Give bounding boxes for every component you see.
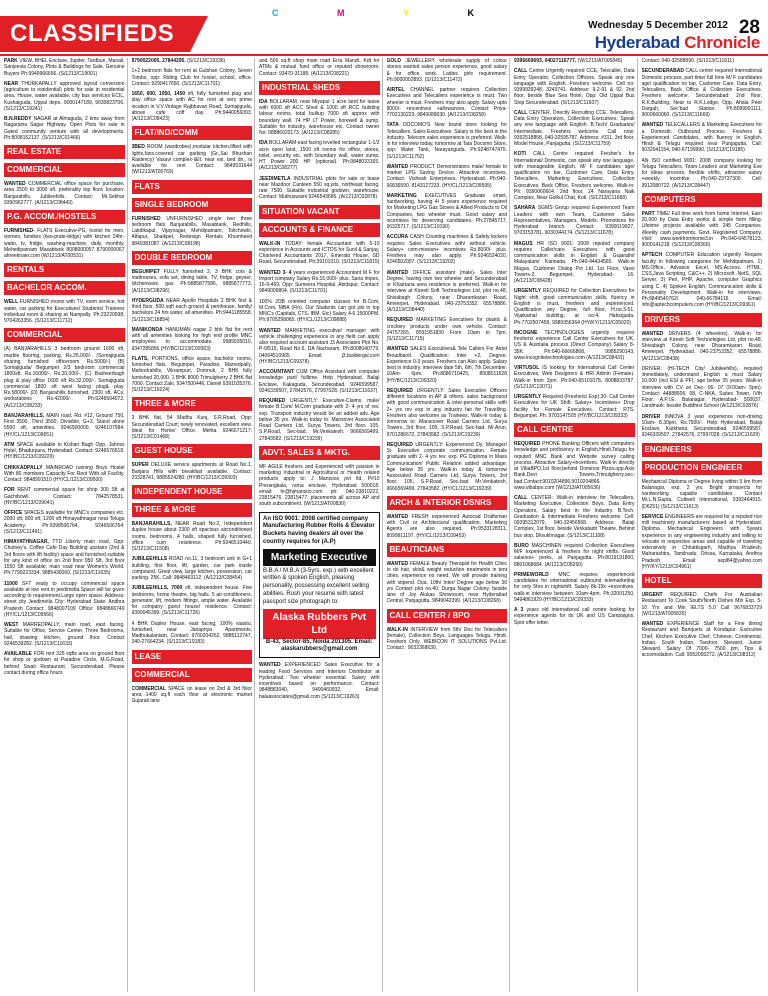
classified-ad: PARK VIEW, BHEL Enclave, Jupiter, Tardbun, Manali, Sanjeevia Colony, Plots & Buildings for Sale. Genuine Buyers Ph:9949966656. (S/1213/C19001)	[4, 58, 125, 77]
ad-lead-words: PRIMEWORLD	[514, 571, 549, 578]
ad-lead-words: SAHARA	[514, 205, 536, 212]
classified-ad: ATM SPACE available in Kishan Bagh Opp. Jahnss Hotel, Bhadurpura, Hyderabad. Contact: 9246576618. (HY/BC/1213/C09229)	[4, 441, 125, 461]
classified-ad: 3BED ROOM (wardrobes),modular kitchen,lifted with lights,fans,covered car parking (Gr.,Sai Bhushan Raidency) Vasavi complex-I&II, near esi, bed dn., is available for rent Contact: 9849531644 (W/1213/AT00769)	[131, 144, 252, 176]
section-heading: PRODUCTION ENGINEER	[642, 461, 763, 475]
classified-ad: B.N.REDDY NAGAR at Almaguda, 2 kms away from Nagarjuna Sagar Highway. Open Plots for sale in Gated community venture with all developments. Ph:8008152137. (S/1213/C01466)	[4, 116, 125, 141]
classified-ad: Contact: 040-32588890. (S/1213/C11611)	[641, 58, 734, 64]
ad-lead-words: URGENTLY	[514, 394, 542, 400]
section-heading: COMPUTERS	[642, 193, 763, 207]
ad-lead-words: IDA	[259, 140, 268, 147]
section-heading: FLATS	[132, 180, 253, 194]
section-heading: BACHELOR ACCOM.	[4, 281, 125, 295]
ad-lead-words: WANTED	[641, 621, 664, 627]
classified-ad: MAGUS HR ISO 9001: 2008 reputed company requires Caller/care Executives with good communication skills in English & Gujarathi/ Malayalam/ Kannada. Ph:040-44434565. Walk-in Magus, Customer Dialog Pvt Ltd, 1st Floor, Vasvi Towers-2, Begumpet, Hyderabad- 16. (A/1213/C08428)	[514, 240, 635, 284]
classified-ad: ACCURA CASH Counting machines & Safety lockers requires Sales Executives with/ without vehicle. Salary+ com-mission+ incentives Rs.8000/- plus. Freshers may also apply. Ph:9246524020, 9246502007. (S/1213/C19202)	[386, 234, 507, 266]
classified-ad: WANTED PRODUCT Demonstrators male/ female to market LPG Saving Device. Attractive incentives. Contact: Visheah Enterprises, Hyderabad. Ph:040-66836590, 8143127233. (HY/CL/1213/C09595)	[386, 163, 507, 189]
ad-lead-words: 3BED	[131, 144, 145, 151]
section-heading: ARCH & INTERIOR DSNRS	[387, 496, 508, 510]
classified-ad: AIRTEL CHANNEL partner requires Collection Executives and Telecallers experience is must. Two wheeler is must. Freshers may also apply. Salary upto 8000/- +incentives +allowances. Contact Priya- 7702130223, 9849089030. (A/1213/C08258)	[386, 87, 507, 118]
classified-ad: WANTED DRIVERS (4 wheelers). Walk-in for interview at Kireeti Soft Technologies Ltd, plot no.48, Shivabagh Colony, near Dharamkaran Road, Ameerpet, Hyderabad. 040-23753352, 65578886. (A/1213/C08438)	[641, 330, 762, 362]
classified-ad: REQUIRED URGENTLY: Executive-Claims, male/ female B.Com/ M.Com graduate with 2- 4 yrs of rev. exp. Transport industry would be an added adv. Age below 35 yrs. Walk-in today to: Mansover Associated Road Carriers Ltd, Surya Towers, 3rd floor, 105, S.P.Road, Sec-bad. Mr.Venkatesh, 9666569499, 27843582. (S/1213/C19239)	[259, 398, 380, 442]
ad-lead-words: BURO	[514, 542, 529, 549]
classified-ad: ACCOUNTANT CUM Office Assistant with computer knowledge part/ fulltime. Help Hyderabad. Balaji Enclave, Kakaguda, Secunderabad. 9246599587, 9246339507, 27842576, 27997028. (S/1213/C11637)	[259, 369, 380, 394]
ad-lead-words: SUPER	[131, 462, 149, 469]
classified-ad: URGENTLY Required (Freshers/ Exp) 30- Call Center Executives for UK Shift. Salary+ Incentives+ Drop facility for Female Executives. Contact: RTS, Begumpet. Ph: 9703147505 (HY/BC/1213/C09333)	[514, 394, 635, 419]
classified-ad: CALL CENTER: Walk-in interview for Telecallers, Marketing Executive, Collection Boys, Data Entry Operators, Salary best in the Industry. B.Tech, Graduation & Intermediate Freshers welcome. Cell: 09395312079, 040-32456568. Address: Balaji Complex, 1st floor, beside Venkatadri Theatre, Behind bus stop, Dilsukhnagar. (S/1213/C11108)	[514, 495, 635, 539]
ad-lead-words: CHIKKADPALLY	[4, 464, 43, 471]
classified-ad: 8790022005, 27844295. (S/1213/C19236)	[131, 58, 226, 64]
ad-lead-words: FURNISHED-	[4, 228, 35, 234]
ad-lead-words: AVAILABLE	[4, 651, 32, 657]
ad-lead-words: NEAR	[4, 80, 19, 87]
classified-ad: AVAILABLE FOR rent 325 sqfts area on ground floor for shop or godown at Paradise Circle, M.G.Road, behind Swati Restaurant, Secunderabad. Please contact during office hours	[4, 651, 125, 676]
ad-lead-words: WANTED	[386, 513, 409, 520]
ad-lead-words: INCOGNE	[514, 329, 538, 336]
mark-m: M	[336, 8, 367, 18]
classified-ad: JEEDIMETLA INDUSTRIAL plots for sale or lease near Mazdoor Canteen 550 sq.yds, northeast facing, rate 7500. Suitable industrial godown, warehouse. Contact: Muthuswami 9246543685. (A/1213/C02878)	[259, 175, 380, 201]
classified-ad: JUBILEEHILLS, 7000 sft, independent house. Five bedrooms, home theatre, big halls. 5 air-conditioners, generator, lift, modern fittings, ample water. Available for company guest house/ residence. Contact: 9390045399. (S/1213/C11726)	[131, 585, 252, 617]
ad-lead-words: JUBILEEHILLS	[131, 556, 168, 563]
mark-c: C	[271, 8, 301, 18]
classified-ad: BURO MASCHINEN required Collection Executives M/F experienced & freshers for night shifts. Good salaries+ perks, at Panjagutta. Ph:8019191800, 8801068684. (A/1213/C08260)	[514, 542, 635, 568]
classified-ad: CALL CENTER, Directly Recruiting CCE, Telecallers, Data Entry Operators, Collection Executives. Speak any one language with English. B.Tech/ Graduates/ Intermediate. Freshers welcome. Call now: 9392518858, 040-32595787. Address: #311, 3rd floor, Model House, Panjagutta. (S/1213/C11759)	[514, 109, 635, 147]
display-ad-address: B-43, Sector-85, Noida 201305. Email: alaskarubbers@gmail.com	[265, 638, 373, 653]
classified-ad: FURNISHED- FLATS Executive-PG, hostel for men, women, families (two-prate-bldgs) with kitchen 24hr-water, tv, fridge, washing-machine, daily, monthly. Mehedipatnam Masabtank 8008000057 8790000067 ahreeknaer.com (W/1213/AT00531)	[4, 228, 125, 259]
ad-lead-words: FURNISHED	[131, 215, 161, 222]
classified-ad: URGENTLY REQUIRED for Collection Executives for Night shift, good communication skills, fluency in English is must, freshers and experienced. Qualification any Degree, full floor, H.no:3-51, Vijaikamal building, at no:4, Habsiguda. Ph:7702507459, 9989356364 (HY/KY/1213/C05020)	[514, 288, 635, 326]
column-1	[4, 58, 128, 992]
classified-ad: WALK-IN TODAY: female Accountant with 5-10 experience in Accounts and ICTDS for Sunil & Sanjay, Chartered Accountants 2017, Emerald House, SD Road, Secunderabad. Ph:39101010. (S/1213/C11815)	[259, 240, 380, 266]
ad-lead-words: FLATS,	[131, 355, 149, 362]
ad-lead-words: OFFICE	[4, 510, 23, 516]
ad-lead-words: URGENT	[641, 592, 663, 598]
column-5	[514, 58, 638, 992]
ad-lead-words: 8790022005, 27844295.	[131, 58, 186, 64]
classified-ad: TATA DOCOMO'S New brand store looking for Telecallers, Sales Executives. Salary is the best in the Industry. Telecom sales experience is preferred. Walk-in for interview today, tomorrow at Tata Docomo Store, opp: Water Tank, Narayanguda. Ph:9248747475. (S/1213/C11752)	[386, 122, 507, 160]
issue-date: Wednesday 5 December 2012	[588, 20, 728, 31]
classified-ad: KOTI CALL Centre required Fresher's for International/ Domestic, can speak any one language, with manageable English. M/ F candidates age/ qualification no bar, Customer Care, Data Entry, Telecallers, Marketing Executives, Collection Executives, Back Office. Freshers welcome. Walk-in: Ph: 9390060604, 2nd floor, 24 Narayana Naik Complex, Near Golkul Chat, Koti. (S/1213/C11668)	[514, 151, 635, 201]
classified-ad: SERVICE ENGINEERS are required for a reputed rice mill machinery manufacturers based at Hyderabad. Diploma Mechanical Engineers with 5years experience in any engineering industry and willing to relocate in respective areas and capable of traveling extensively in Chhattisgarh, Madhya Pradesh, Maharashtra, Tamilnadu, Orissa, Karnataka, Andhra Pradesh. Email: aspl84@yahoo.com (HY/KY/1213/C04961)	[641, 513, 762, 570]
classified-ad: 3 BHK flat, 54 Madhu Kunj, S.R.Road, Opp: Secunderabad Court; newly renovated, excellent view. Ideal for Home/ Office. Mehta 9246671217. (S/1213/C01468)	[131, 415, 252, 440]
classified-ad: IDA BOLLARAM east facing levelled rectangular 1-1/2 acre open land, 1500 sft rooms for office, stores, toilet, security etc. with boundary wall, water sump, HT Power 200 HP (optional). Ph:9848033165. (A/1213/C08277)	[259, 140, 380, 172]
section-heading: HOTEL	[642, 574, 763, 588]
section-heading: P.G. ACCOM./HOSTELS	[4, 210, 125, 224]
section-heading: ADVT. SALES & MKTG.	[259, 446, 380, 460]
section-heading: FLAT/IND/COMM	[132, 126, 253, 140]
classified-ad: PRIMEWORLD MNC requires experienced candidates for international outbound telemarketing for only 5hrs in nightshift. Salary 8k-15k +incentives. walk-in interview between 10am-4pm. Ph:32001250, 9494861929 (HY/BC/1213/C09333)	[514, 571, 635, 603]
classified-ad: APTECH COMPUTER Education urgently Require faculty in following categories for Mehdipatnam. 1) MS.Office, Advance Excel, MS.Access, HTML, CSS,Java Scripting, C&C++. 2) Microsoft .NetS, SQL Server. 3) Perl, PHP, Apache, computer Graphics using C. 4) Spoken English, Communication skills & Personality Development. Walk-in for interviews. Ph:9849540762/ 040-66784116. Email: info@aptechcomputers.com (HY/BC/1213/C09361)	[641, 252, 762, 309]
classified-ad: and 500 sq.ft shop main road Erra Manzil, Kdt for ATMs & mutual fund office or reputed showroom. Contact: 93470-31188. (A/1213/C08221)	[259, 58, 380, 77]
ad-lead-words: WALK-IN	[386, 626, 408, 633]
section-heading: ENGINEERS	[642, 443, 763, 457]
ad-lead-words: WANTED	[386, 346, 409, 353]
section-heading: DRIVERS	[642, 313, 763, 327]
classified-ad: WANTED SALES Executives& Tele Callers For Airtel Broadband. Qualification: Inter +2, Degree. Experience 0-3 years. Freshers can Also apply. Salary best in industry. interview date 5th, 6th, 7th December. 10Am- 6pm. Ph:8686710425, 8008011528 (HY/BC/1213/C09320)	[386, 346, 507, 384]
classified-ad: FURNISHED UNFURNISHED single two three bedroom flats Banjarahills, Masabtank, Redhills, Lakdikapul, Vijaynagar, Mehdipatnam, Tolichowki, Alfapur, Shaikpet, Redesign Rentals Khumheed 9849381087. (A/1213/C08198)	[131, 215, 252, 247]
ad-lead-words: IDA	[259, 98, 268, 105]
classified-ad: REQUIRED URGENTLY: Experienced Dy. Manager/ Sr. Executive corporate communication. Female graduate with 2- 4 yrs rev. exp. PG Diploma in Mass Communication/ Public Relation added advantage. Age below 35 yrs. Walk-in today & tomorrow Associated Road Carriers Ltd, Surya Towers, 3rd floor, 105, S.P.Road, Sec-bad Mr.Venkatesh, 9666569499, 27843582. (HY/CL/1213/C19239)	[386, 441, 507, 492]
section-heading: REAL ESTATE	[4, 145, 125, 159]
ad-lead-words: MANIKONDA	[131, 326, 163, 333]
section-heading: COMMERCIAL	[4, 328, 125, 342]
classified-ad: 100% JOB oriented computer classes for B.Com, M.Com, MBA (Fin). Our Students can got job in top MNC's (Capitals, CTS, IBM, Etc) Salary 4-6 15000PM. Ph:9705298065. (HY/CL/1213/C09888)	[259, 298, 380, 324]
classified-ad: WANTED COMMERCIAL office space for purchase, area 2500 to 3000 sft. preferably top floor, location: Banjarahills, Jubileehills. Contact: Mr.Sekhar 9390962777. (A/1213/C08443)	[4, 181, 125, 206]
classified-ad: PART TIME/ Full time work from home Internet, Earn 20,000 by Data Entry works & simple form filling. Lifetime projects available with 245 Companies. Weekly cash payments. Govt. Registered Company. Visit: www.workfromhome3.in Ph:040-64578123, 9000141218. (S/1213/C08360)	[641, 210, 762, 248]
ad-lead-words: WANTED	[641, 330, 664, 337]
ad-lead-words: WANTED	[641, 122, 664, 129]
section-heading: COMMERCIAL	[132, 668, 253, 682]
ad-lead-words: CALL	[514, 109, 528, 116]
ad-lead-words: REQUIRED	[386, 317, 413, 324]
section-heading: SITUATION VACANT	[259, 205, 380, 219]
ad-lead-words: TATA	[386, 122, 399, 129]
classified-ad: REQUIRED MARKETING Executives for plastic & crockery products under own vehicle. Contact: 24757265, 8591951830 From 10am to 7pm. (S/1213/C11715)	[386, 317, 507, 342]
ad-lead-words: GOLD	[386, 58, 401, 64]
ad-lead-words: FOR	[4, 487, 15, 494]
classified-ad: GOLD JEWELLERY wholesale supply of colour stones wanted sales person experience, good salary & for office work. Ladies girls requirement. Ph:9000002893. (S/1213/C11472)	[386, 58, 507, 83]
classified-ad: OFFICE SPACES available for MNC's companies etc. 2000 sft, 800 sft, 1200 sft Himayathnagar near Telugu Academy. Ph:9398506764, 9246506764. (S/1213/C11491)	[4, 510, 125, 535]
classified-ad: CHIKKADPALLY MAINROAD running Boys Hostel With 80 members Capacity For Rent With all Facility. Contact: 9848991510 (HY/CL/1213/C09500)	[4, 464, 125, 483]
ad-lead-words: JUBILEEHILLS, 7000	[131, 585, 183, 592]
classified-ad: WANTED OFFICE assistant (male)- Sales Inter Degree, having own two wheeler and Secunderabad or Khairtana area residence is preferred. Walk-in for interview at Kireeti Soft Technologies Ltd, plot no.48, Shivabagh Colony, near Dharamkaran Road, Ameerpet, Hyderabad. 040-23753352, 65578886. (A/1213/C08440)	[386, 269, 507, 313]
ad-lead-words: SERVICE	[641, 513, 664, 520]
classified-ad: REQUIRED PHONE Banking Officers with computers knowledge and proficiency in English,Hindi,Telugu for reputed MNC Bank and Website survey calling process. Attractive Salary+incentives. Walk-in directly at VibaBPO,1st floor,behind Dominos Pizza,opp.Axis Bank,Devi Towers,Trimulgherry,sec-bad.Contact:9010204896,9010204866. www.vibabpo.com (W/1213/AT005636)	[514, 441, 635, 491]
section-heading: RENTALS	[4, 263, 125, 277]
ad-lead-words: APTECH	[641, 252, 663, 259]
ad-lead-words: WANTED	[4, 181, 26, 187]
ad-lead-words: B.N.REDDY	[4, 116, 32, 122]
classified-ad: WANTED FEMALE Beauty Therapist for Health Clinic to do hair, skin& weight reduction treatments in tent cities, experience no need. We will provide training with stipend. Dua. 10th/ Inter/ Degree age below 30 yrs Contact plot no.40, Durga Nagar Colony, beside lane of Joy Alukas Showroom, near Hyderabad Central, Panjagutta. 9849042399. (A/1213/C08268)	[386, 560, 507, 605]
classified-ad: JUBILEEHILLS ROAD no.11, 3 bedroom unit in G+1 building, first floor, lift, garden, car park inside compound. Great view, large kitchen, possession, car parking. 25K. Call: 9848463112. (A/1213/C08454)	[131, 556, 252, 581]
ad-lead-words: REQUIRED	[386, 387, 413, 394]
classified-ad: BEGUMPET FULLY furnished 2, 3 BHK cots & mattresses, sofa set, dining table, TV, fridge, geyser, kitchenware, gas. Ph:9885877586, 9885877773. (A/1213/C08296)	[131, 268, 252, 294]
classified-ad: Mechanical Diploma or Degree living within 5 km from Balanagar, exp. 2 yrs. Bright prospects for hardworking capable candidates. Contact Mr.L.N.Gupta, Cultwell International, 9392464915. (D6251) (S/1213/C11613)	[641, 478, 762, 510]
ad-lead-words: SECUNDERABAD	[641, 68, 685, 75]
classified-ad: WEST MARREDPALLY, main road, east facing, Suitable for Office, Service Center, Three Bedrooms, hall, drawing kitchen, ground floor. Contact 9246539282. (S/1213/C11633)	[4, 622, 125, 647]
classified-ad: REQUIRED URGENTLY: Sales Executive Officers different locations in AP & others. sales background with good communication & inter-personal skills with 2+ yrs rev exp in any industry fair for Travelling. Freshers also welcome as Trainees. Walk-in today & tomorrow to: Mansoover Road Carriers Ltd, Surya Towers, 3rd floor, 105, S.P.Road, Sec-bad. Mr.Arun, 9701286672, 27843582. (S/1213/C19239)	[386, 387, 507, 438]
classified-ad: BANJARAHILLS, NEAR Road No:2, Independent duplex house about 2300 sft spacious airconditioned rooms, bedrooms, 4 halls, shaped fully furnished, office cum residence. Ph:9246510440. (S/1213/C11508)	[131, 521, 252, 552]
newspaper-masthead	[595, 32, 760, 53]
ad-lead-words: VIRTUSOL	[514, 365, 540, 371]
classified-ad: 1650, 600, 1050, 1450 sft, fully furnished plug and play office space with AC for rent at very prime location in V.V.Vintage Rajbhavan Road, Somajiguda, above cafe coff day. Ph:9440056093. (A/1213/C08423)	[131, 91, 252, 122]
section-heading: SINGLE BEDROOM	[132, 198, 253, 212]
classified-ad: URGENT REQUIRED Chefs For Australian Restaurant To Cook South/North Dishes Min Exp. 5-10 Yrs and Min IELTS 5.0 Call 9676833729 (W/1213/AT005835)	[641, 592, 762, 617]
classified-ad: CALL Centre Urgently required CCE, Telecaller, Data Entry Operator, Collection Officers. Speak any one language with English. Freshers welcome. Cell no: 9399939248, 3243741. Address: 9-2-91 & 92, 2nd floor, beside Blue Sea Hotel, Opp: Old Uppal Bus Stop Secunderabad. (S/1213/C11607)	[514, 68, 635, 106]
classified-ad: 4 BHK Duplex House, east facing, 100% vaastu, furnished, near Janapriya Apartments, Madhukalaniam, Contact: 9700204262, 9885112747, 040-27664234. (S/1213/C19183)	[131, 620, 252, 646]
mark-y: Y	[403, 8, 432, 18]
section-heading: CALL CENTER / BPO	[387, 609, 508, 623]
classified-ad: INCOGNE TECHNOLOGIES urgently requires freshers/ experience Call Center Executives for UK, US & Australia process (Direct Company) Salary 8- 35K. Ph:040-66666868, 9985290143, www.incognitetechnologies.com (A/1213/C08431)	[514, 329, 635, 361]
page-number: 28	[738, 17, 760, 38]
ad-lead-words: WEST	[4, 622, 19, 628]
ad-lead-words: WANTED	[386, 560, 409, 567]
page-header	[0, 16, 768, 52]
classified-ad: WELL FURNISHED rooms with TV, room service, hot water, car parking for Executives/ Students/ Trainees individual room & sharing at Nampally. Ph:23220598, 9704263356. (S/1213/C11712)	[4, 299, 125, 324]
classified-ad: 1+2 bedroom flats for rent at Gulshan Colony, Seven Tombs, opp: Riding Club for hostel, school, office. Contact: 9290417650. (S/1213/C11701)	[131, 68, 252, 87]
display-ad-intro: An ISO 9001: 2008 certified company Manufacturing Rubber Rolls & Elevator Buckets having dealers all over the country requires for (A.P)	[263, 515, 375, 545]
section-heading: INDUSTRIAL SHEDS	[259, 81, 380, 95]
ad-lead-words: JEEDIMETLA	[259, 175, 291, 182]
ad-lead-words: ATM	[4, 441, 15, 448]
classified-ad: 9396669693, 04027116777. (W/1213/AT005845)	[514, 58, 623, 64]
column-6	[642, 58, 765, 992]
mark-k: K	[467, 8, 497, 18]
classified-ad: AN ISO certified 9001: 2008 company looking for Telugu Telecallers, Team Leaders and Marketing Exe for ideas process, flexible shifts, attractive salary +weekly incentive. Ph:040-23737300. Cell: 9912080722. (A/1213/C08447)	[641, 157, 762, 189]
section-heading: GUEST HOUSE	[132, 444, 253, 458]
ad-lead-words: WANTED 3- 4	[259, 269, 292, 276]
ad-lead-words: BANJARAHILLS,	[4, 412, 45, 419]
ad-lead-words: CALL	[514, 495, 528, 501]
column-2	[132, 58, 256, 992]
classified-ad: IDA BOLLARAM, near Miyapur 1 acre land for lease with 6000 sft ACC Shed & 1000 sft RCC building labour rooms, total builtup 7000 sft approx with boundary wall. 74 HP LT Power, borewell & sump. Suitable for industry, warehouse etc. Contact owner No: 08886020173. (A/1213/C08285)	[259, 98, 380, 136]
classified-ad: (A) BANJARAHILLS 3 bedroom ground 1600 sft, marble flooring, parking, Rs.25,000/-. (Somajiguda sharing furnished officeroom Rs.5000/-) (B) Somajiguda/ Begumpet 2/3 bedroom commercial 1800sft. Rs.16000/-, Rs.20,000/-. (C) Basheerbagh plug & play office 1600 sft Rs.32,000/-. Somajiguda commercial 1800 sft west facing plug& play. Rs.58000/- (D) Banjarahills furnished, 2300 sft. ACs, workstations Rs.42000/-. Ph:9246504072. (A/1213/C08233)	[4, 346, 125, 409]
ad-lead-words: MARKETING	[386, 192, 417, 199]
display-ad-body: B.B.A / M.B.A (3-5yrs. exp.) with excellent written & spoken English, pleasing personality, possessing excellent selling abilities. Rush your resume with latest passport size photograph to:	[263, 567, 374, 605]
ad-lead-words: ACCOUNTANT	[259, 369, 294, 375]
ad-lead-words: 11000	[4, 580, 18, 587]
classified-ad: FOR RENT commercial space for shop 300 Sft at Gachibowli. Contact: 7842578531. (HY/BC/1213/C09041)	[4, 487, 125, 506]
section-heading: THREE & MORE	[132, 397, 253, 411]
classified-ad: SECUNDERABAD CALL centre required International Domestic process, part time/ full time M/ F candidates age/ qualification no bar, Customer Care, Data Entry, Telecallers, Back Office & Collection Executives. Freshers welcome. Secunderabad: 2nd floor, R.K.Building, Near to R.K.Lodge, Opp. Ahala Peer Dargah, Sec'bad Station. Ph:8099991111, 9000660060. (S/1213/C11669)	[641, 68, 762, 118]
classified-ad: 11000 SFT ready to occupy commercial space available at low rent in jeedimetla.Space will be given according to requirement.Large open space. Address: street city Jeedimetla City: Hyderabad State: Andhra Pradesh Contact: 9848007109 Office: 9848866749 (HY/CL/1213/C09566)	[4, 580, 125, 618]
classified-ad: MARKETING EXECUTIVES Graduate smart, hardworking, having 4/ 5 years experience required for Marketing LPG Gas Stoves & Allied Products to Oil Companies, two wheeler must. Good salary and incentives for deserving candidates. Ph:27845717, 66325717. (S/1213/C19190)	[386, 192, 507, 230]
ad-lead-words: KOTI	[514, 151, 526, 158]
ad-lead-words: WALK-IN	[259, 240, 281, 247]
section-heading: LEASE	[132, 650, 253, 664]
classified-ad: WANTED TELECALLERS & Marketing Executives for a Domestic Outbound Process. Freshers & Experienced Candidates, with fluency in English, Hindi & Telugu required near Punjagutta. Call: 9032041154, 040-67199990. (S/1213/C19185)	[641, 122, 762, 154]
classified-ad: MF AGILE freshers and Experienced with passion in marketing Industrial or Agricultural or Health related products apply to: J Mansoos pvt ltd. P#10 Prerangkala, rama enclave, Hyderabad 500018. email: hr@hjmansoo.com ph: 040-23810222, 23815476, 23815477. placements all across AP and south subcontinent. (W/1213/AT00830)	[259, 463, 380, 508]
classified-ad: WANTED MARKETING executive/ manager with vehicle challenging experience in any field can apply also required account assistant J3 Associates Plot No. P-9/515, Road No.6, DA Nacharam. Ph:8008040779, 04064510965 Email: j3.buildergal.com (HY/BC/1213/C09378)	[259, 327, 380, 365]
ad-lead-words: PART	[641, 210, 655, 217]
ad-lead-words: 1650, 600, 1050, 1450	[131, 91, 186, 97]
display-ad-company: Alaska Rubbers Pvt Ltd	[263, 609, 376, 639]
classified-columns	[4, 58, 764, 992]
display-ad-position: Marketing Executive	[263, 549, 376, 566]
classified-ad: A 3 years old international call centre looking for experience agents for its UK and US Campaigns. Spot offer letter.	[514, 607, 635, 626]
classified-ad: COMMERCIAL SPACE on lease on 2nd & 3rd floor area 1400 sq.ft each floor at electronic market Gujarati lane	[131, 685, 252, 704]
classified-ad: WANTED EXPERIENCED Sales Executive for a leading Food Services and Interiors Distributor at Hyderabad. Two wheeler essential. Salary with incentives based on performance. Contact: 9848883040, 9490460932. Email: balaassociates@gmail.com (S/1213/C19263)	[259, 662, 380, 700]
ad-lead-words: HIMAYATHNAGAR,	[4, 539, 49, 545]
classified-ad: SUPER DELUXE service apartments at Road No.1, Banjara Hills with breakfast available. Contact: 23328741, 9885524280. (HY/BC/1213/C09303)	[131, 462, 252, 481]
classified-ad: DRIVER INNOVA 3 year experience non-driving 10am- 8.30pm, Rs.7500/-. Help Hyderabad, Balaji Enclave, Karkhana, Secunderabad. 9246599587, 9246339507, 27842576, 27997028. (S/1213/C11629)	[641, 413, 762, 439]
ad-lead-words: COMMERCIAL	[131, 685, 166, 692]
classified-ad: NEAR THURKAPALLY approved layout conversion (agriculture to residential) plots for sale in residential area. House, water available, city bus services ECIL, Kushaiguda, Uppal depo. 9000147189, 9030823706. (S/1213/C19241)	[4, 80, 125, 112]
column-3	[259, 58, 383, 992]
section-heading: DOUBLE BEDROOM	[132, 251, 253, 265]
ad-lead-words: CALL	[514, 68, 528, 75]
masthead-chronicle: Chronicle	[684, 33, 760, 52]
ad-lead-words: REQUIRED	[514, 441, 541, 447]
ad-lead-words: REQUIRED	[259, 398, 286, 404]
ad-lead-words: WANTED	[259, 327, 281, 334]
ad-lead-words: WANTED	[386, 163, 409, 170]
ad-lead-words: PARK	[4, 58, 18, 64]
section-heading: BEAUTICIANS	[387, 543, 508, 557]
ad-lead-words: URGENTLY	[514, 288, 542, 295]
section-heading: THREE & MORE	[132, 503, 253, 517]
ad-lead-words: AIRTEL	[386, 87, 405, 93]
classified-ad: HYDERGUDA NEAR Apollo Hospitals 2 BHK first & third floor, 500 sqft each ground & penthouse, family/ bachelors 24 hrs water, all amenities. Ph:9441185558. (S/1213/C18854)	[131, 297, 252, 323]
ad-lead-words: BANJARAHILLS,	[131, 521, 172, 527]
ad-lead-words: WANTED	[386, 269, 409, 276]
classified-ad: WALK-IN INTERVIEW from 5th/ Dec for Telecallers (female), Collection Boys, Languages Telugu, Hindi. Freshers Only. WEBICON IT SOLUTIONS Pvt.Ltd. Contact : 9032368630,	[386, 626, 507, 652]
display-ad-box	[259, 512, 380, 659]
ad-lead-words: BEGUMPET	[131, 268, 160, 275]
classified-ad: BANJARAHILLS, MAIN road, Rd. #12, Ground 750, First 3500, Third 3500, Divisible, G+3, Stand alone 5500 sft, amenities. 9246500000, 9246107584. (HY/CL/1213/C09651)	[4, 412, 125, 438]
ad-lead-words: WELL	[4, 299, 19, 306]
section-heading: COMMERCIAL	[4, 163, 125, 177]
header-rule	[0, 54, 768, 56]
column-4	[387, 58, 511, 992]
classified-ad: WANTED 3- 4 years experienced Accountant M F for Import company Salary Rs.15,000/- plus. Sana Impex, 15-9-469, Opp: Sumeera Hospital, Abidspur, Contact: 9849009804. (S/1213/C11701)	[259, 269, 380, 295]
classifieds-banner: CLASSIFIEDS	[0, 16, 190, 52]
section-heading: INDEPENDENT HOUSE	[132, 485, 253, 499]
classified-ad: WANTED FRESH experienced Autocad Draftsman with Civil or Architectural qualification. Marketing Agents are also required. Ph:9533128311, 8099911197. (HY/CL/1213/C09453)	[386, 513, 507, 539]
classified-ad: SAHARA SGMS Group required Experienced Team Leaders with own Team, Customer Sales Representatives, Managers, Models. Promotions for Hyderabad branch. Contact: 9390019927, 9703153781, 9030344174. (S/1213/C11678)	[514, 205, 635, 237]
ad-lead-words: ACCURA	[386, 234, 409, 241]
classified-ad: VIRTUSOL IS looking for International Call Center Executives, Web Designers & HR/ Admin (Female). Walk-in from 2pm. Ph:040-65101078, 8008833787. (S/1213/C13071)	[514, 365, 635, 390]
ad-lead-words: REQUIRED	[386, 441, 413, 448]
masthead-hyderabad: Hyderabad	[594, 33, 680, 52]
ad-lead-words: WANTED	[259, 662, 281, 669]
section-heading: CALL CENTRE	[514, 423, 635, 437]
classified-ad: HIMAYATHNAGAR, TTD Liberty main road, Opp: Chutney's, Coffee Cafe Day Building upstairs (2nd & 3rd floors with lift facility) space and furnished suitable for any kind of office on 2nd floor 950 Sft, 3rd floor 1550 Sft available, main road near Women's World. Ph:7799223334, 9885436060. (S/1213/C11635)	[4, 539, 125, 577]
ad-lead-words: DRIVER	[641, 413, 661, 420]
classified-ad: DRIVER: (HI-TECH City/ Jubileehills), required immediately, understand English a must Salary 10,000 (incl ESI & PF), age below 35 years. Walk-in interview with CV on Dec- 06- 07 (9:00am- 5pm). Contact: 44888606, 08, C-NKA, Suites Tower, IVth Floor, A.P.I.E. Balanagar, Hyderabad- 500037. Landmark: beside Buddhist School (A/1213/C02876)	[641, 365, 762, 410]
ad-lead-words: HYDERGUDA	[131, 297, 164, 304]
ad-lead-words: A 3	[514, 607, 524, 613]
section-heading: ACCOUNTS & FINANCE	[259, 223, 380, 237]
classified-ad: MANIKONDA HANUMAN nagar 2 bhk flat for rent with all amenities looking for high end profile MNC employees to accommodate. 9989935010, 9347285856 (HY/BC/1213/C09303)	[131, 326, 252, 352]
classified-ad: FLATS, PORTIONS, office space, bachelor rooms, furnished flats. Begumpet, Paradise, Marredpally, Mahindrahills, Vikrampuri, Domnuk, 2 BHK fully furnished 20,000, 1 BHK 8000 Trimulgherry 2 BHK flat 7000. Contact Zaki, 9347500446, Daniel 9391035376. (S/1213/C19224)	[131, 355, 252, 393]
classified-ad: WANTED EXPERIENCE Staff for a Fine dining Restaurant and Banquets at Kondapur. Executive Chef, Kitchen Executive Chef, Chinese, Continental, Indian, South Indian, Tandoor, Steward, Junior Steward. Salary Of 7000- 7500 pm, Tips & accomodation. Call: 9052050272. (A/1213/C08312)	[641, 621, 762, 659]
ad-lead-words: 9396669693, 04027116777.	[514, 58, 577, 64]
ad-lead-words: MAGUS	[514, 240, 533, 247]
